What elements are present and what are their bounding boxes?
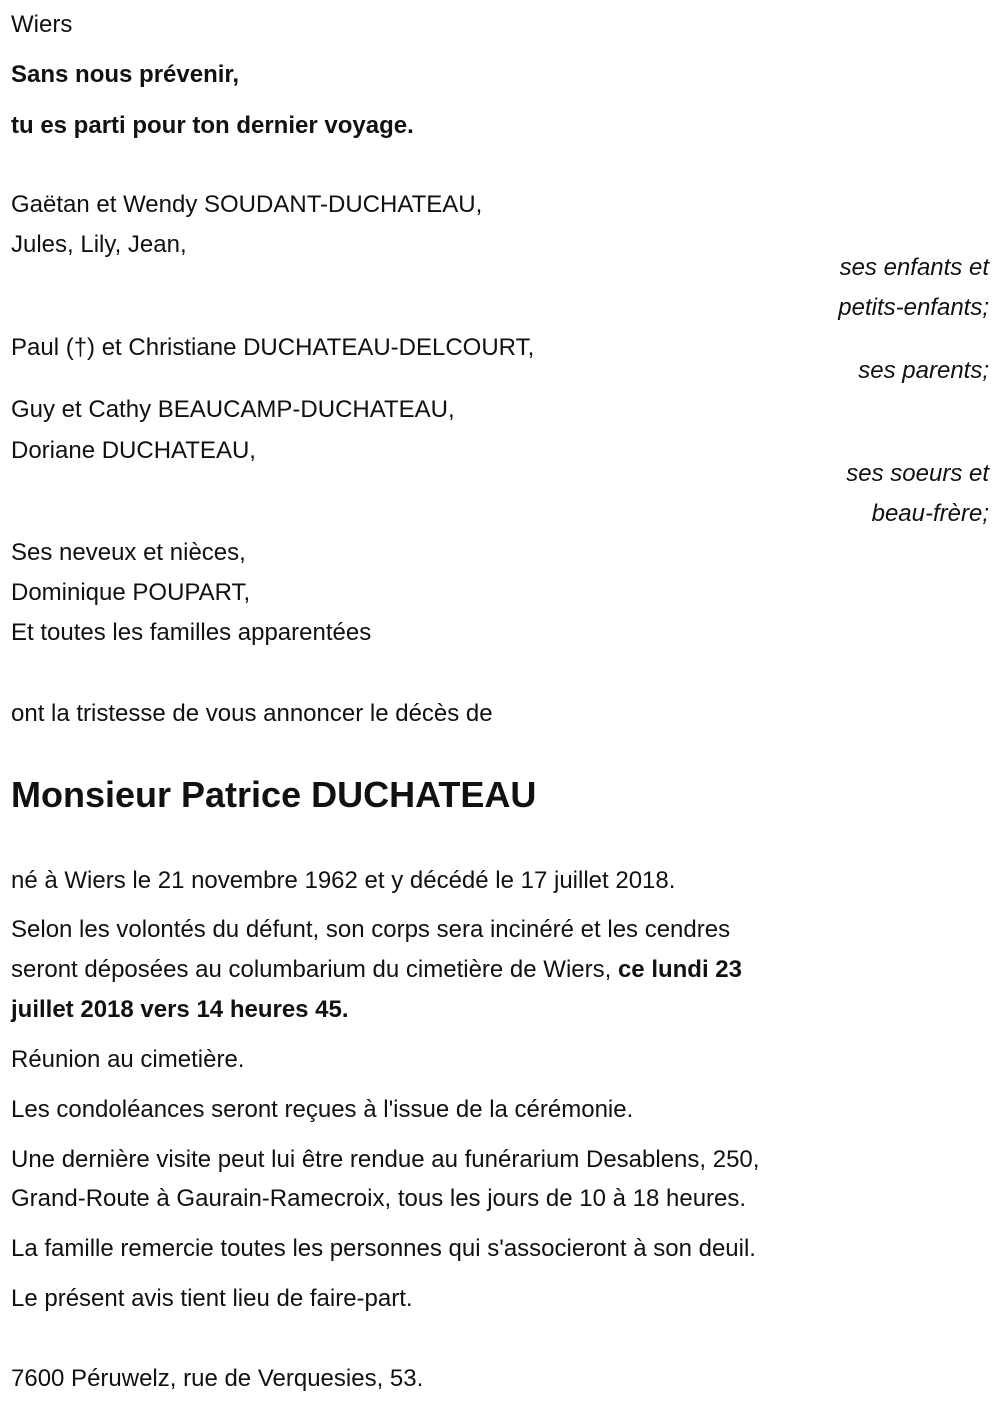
verse-line: Sans nous prévenir, [11,61,240,88]
siblings-line: Guy et Cathy BEAUCAMP-DUCHATEAU, [11,396,455,423]
meeting: Réunion au cimetière. [11,1046,245,1073]
ceremony-date: ce lundi 23 [617,956,742,983]
ceremony-place: seront déposées au columbarium du cimetière de Wiers, [11,956,618,983]
siblings-role: ses soeurs et [846,460,989,487]
siblings-line: Doriane DUCHATEAU, [11,437,256,464]
others-line: Ses neveux et nièces, [11,539,246,566]
ceremony-text: Selon les volontés du défunt, son corps sera incinéré et les cendres [11,916,731,943]
announcement: ont la tristesse de vous annoncer le décès de [11,700,493,727]
parents-line: Paul (†) et Christiane DUCHATEAU-DELCOURT, [11,334,535,361]
ceremony-time: juillet 2018 vers 14 heures 45. [11,996,349,1023]
deceased-name: Monsieur Patrice DUCHATEAU [11,774,537,815]
siblings-role: beau-frère; [871,500,989,527]
others-line: Et toutes les familles apparentées [11,619,372,646]
notice: Le présent avis tient lieu de faire-part. [11,1285,413,1312]
visit-text: Grand-Route à Gaurain-Ramecroix, tous les jours de 10 à 18 heures. [11,1185,747,1212]
children-line: Jules, Lily, Jean, [11,231,187,258]
children-role: ses enfants et [839,254,989,281]
thanks: La famille remercie toutes les personnes qui s'associeront à son deuil. [11,1235,756,1262]
children-role: petits-enfants; [838,294,989,321]
birth-death: né à Wiers le 21 novembre 1962 et y décédé le 17 juillet 2018. [11,867,676,894]
ceremony-text [11,955,742,985]
children-line: Gaëtan et Wendy SOUDANT-DUCHATEAU, [11,191,483,218]
others-line: Dominique POUPART, [11,579,251,606]
parents-role: ses parents; [858,357,989,384]
address: 7600 Péruwelz, rue de Verquesies, 53. [11,1365,424,1392]
verse-line: tu es parti pour ton dernier voyage. [11,112,414,139]
condolences: Les condoléances seront reçues à l'issue de la cérémonie. [11,1096,634,1123]
location: Wiers [11,11,73,38]
visit-text: Une dernière visite peut lui être rendue au funérarium Desablens, 250, [11,1146,760,1173]
